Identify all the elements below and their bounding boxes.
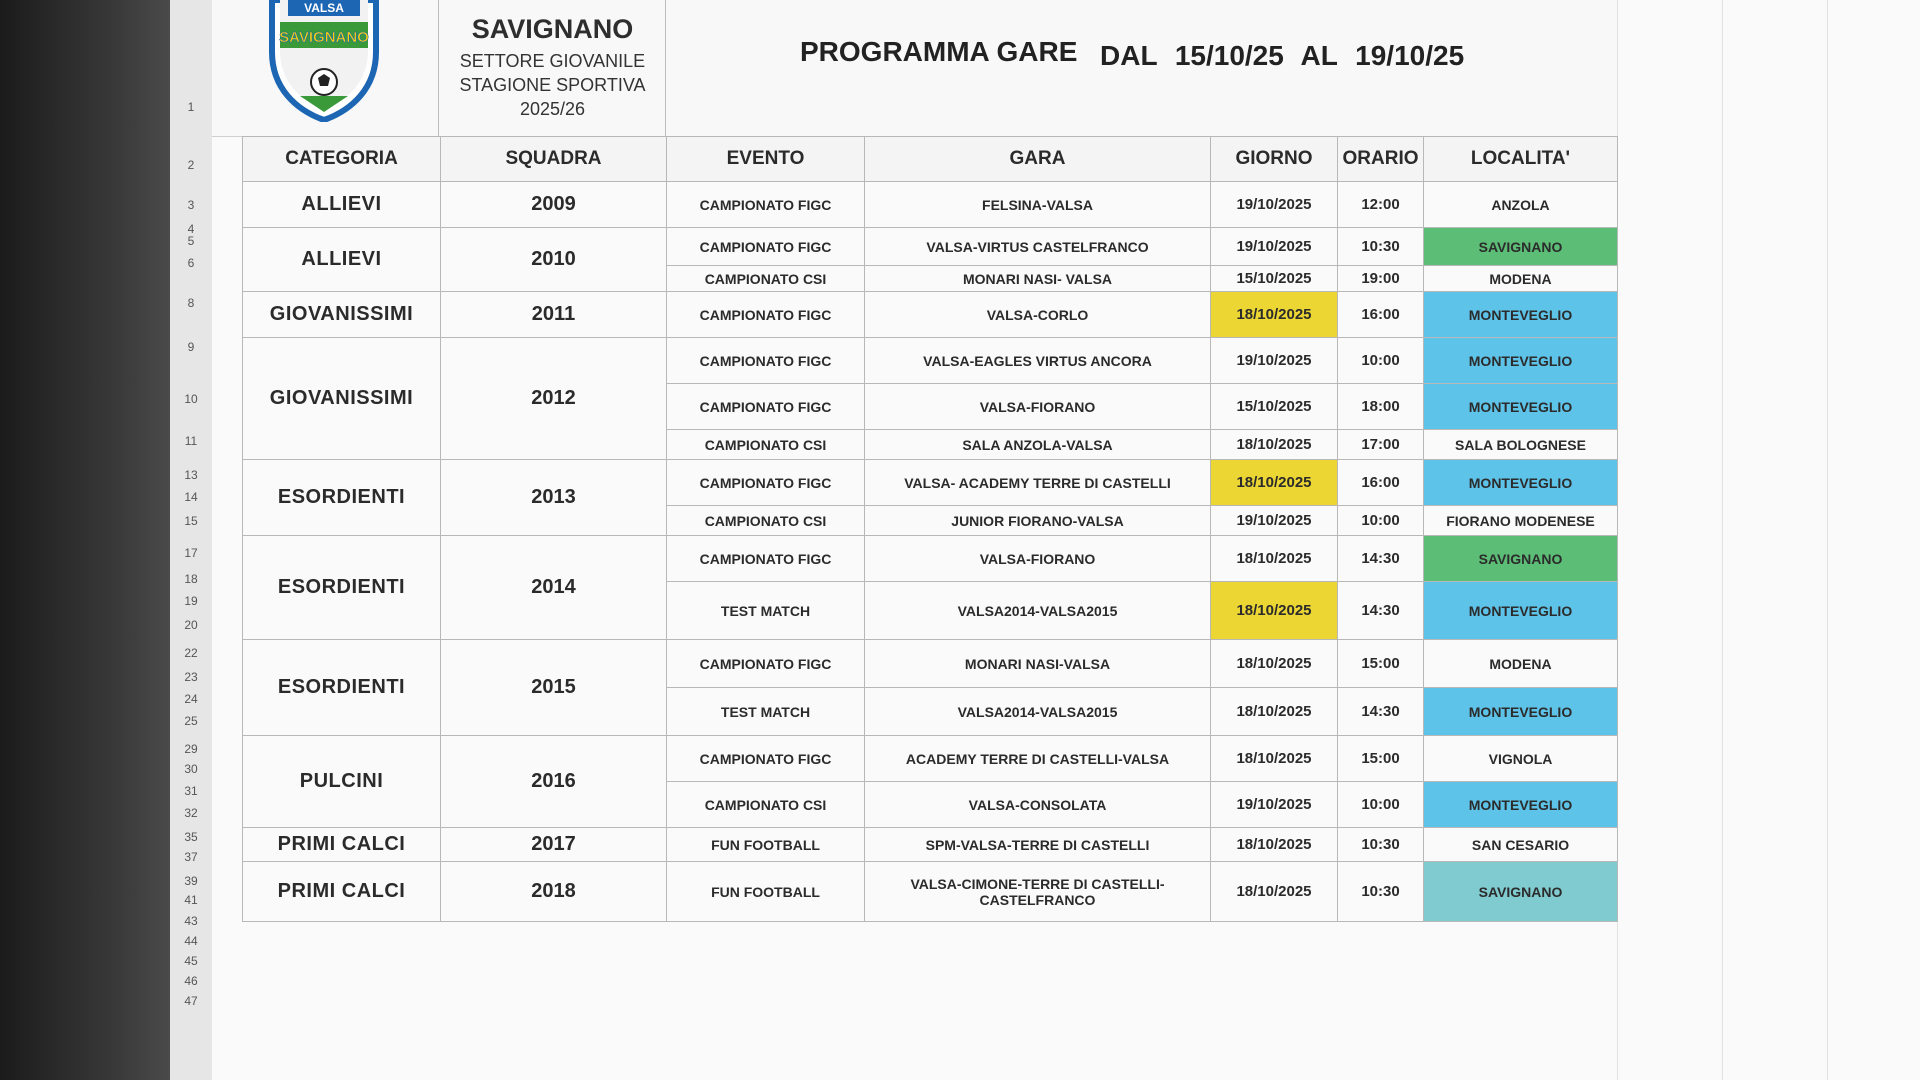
localita-cell[interactable]: MONTEVEGLIO bbox=[1424, 688, 1618, 736]
row-number[interactable]: 13 bbox=[184, 468, 198, 482]
row-number[interactable]: 2 bbox=[187, 158, 195, 172]
squadra-cell[interactable]: 2012 bbox=[441, 338, 667, 460]
giorno-cell[interactable]: 18/10/2025 bbox=[1211, 460, 1338, 506]
gara-cell[interactable]: VALSA-CONSOLATA bbox=[865, 782, 1211, 828]
giorno-cell[interactable]: 18/10/2025 bbox=[1211, 828, 1338, 862]
row-number[interactable]: 23 bbox=[184, 670, 198, 684]
row-number[interactable]: 37 bbox=[184, 850, 198, 864]
svg-text:VALSA: VALSA bbox=[304, 1, 344, 15]
row-number[interactable]: 47 bbox=[184, 994, 198, 1008]
table-body bbox=[243, 182, 1618, 922]
orario-cell[interactable]: 15:00 bbox=[1338, 736, 1424, 782]
monitor-bezel bbox=[0, 0, 170, 1080]
row-headers bbox=[170, 0, 213, 1080]
row-number[interactable]: 29 bbox=[184, 742, 198, 756]
gara-cell[interactable]: FELSINA-VALSA bbox=[865, 182, 1211, 228]
row-number[interactable]: 3 bbox=[187, 198, 195, 212]
giorno-cell[interactable]: 18/10/2025 bbox=[1211, 292, 1338, 338]
row-number[interactable]: 31 bbox=[184, 784, 198, 798]
row-number[interactable]: 8 bbox=[187, 296, 195, 310]
giorno-cell[interactable]: 19/10/2025 bbox=[1211, 182, 1338, 228]
orario-cell[interactable]: 14:30 bbox=[1338, 582, 1424, 640]
club-title-block bbox=[440, 14, 665, 121]
evento-cell[interactable]: TEST MATCH bbox=[667, 582, 865, 640]
giorno-cell[interactable]: 18/10/2025 bbox=[1211, 536, 1338, 582]
evento-cell[interactable]: CAMPIONATO FIGC bbox=[667, 640, 865, 688]
gara-cell[interactable]: VALSA- ACADEMY TERRE DI CASTELLI bbox=[865, 460, 1211, 506]
squadra-cell[interactable]: 2010 bbox=[441, 228, 667, 292]
orario-cell[interactable]: 14:30 bbox=[1338, 536, 1424, 582]
categoria-cell[interactable]: ESORDIENTI bbox=[243, 536, 441, 640]
row-number[interactable]: 43 bbox=[184, 914, 198, 928]
gara-cell[interactable]: VALSA-VIRTUS CASTELFRANCO bbox=[865, 228, 1211, 266]
localita-cell[interactable]: MONTEVEGLIO bbox=[1424, 582, 1618, 640]
row-number[interactable]: 17 bbox=[184, 546, 198, 560]
table-row bbox=[243, 536, 1618, 582]
orario-cell[interactable]: 19:00 bbox=[1338, 266, 1424, 292]
row-number[interactable]: 39 bbox=[184, 874, 198, 888]
giorno-cell[interactable]: 18/10/2025 bbox=[1211, 688, 1338, 736]
giorno-cell[interactable]: 19/10/2025 bbox=[1211, 228, 1338, 266]
row-number[interactable]: 4 bbox=[187, 222, 195, 236]
evento-cell[interactable]: CAMPIONATO FIGC bbox=[667, 182, 865, 228]
row-number[interactable]: 46 bbox=[184, 974, 198, 988]
row-number[interactable]: 25 bbox=[184, 714, 198, 728]
orario-cell[interactable]: 18:00 bbox=[1338, 384, 1424, 430]
column-header-gara[interactable]: GARA bbox=[865, 137, 1211, 182]
evento-cell[interactable]: CAMPIONATO CSI bbox=[667, 266, 865, 292]
giorno-cell[interactable]: 18/10/2025 bbox=[1211, 640, 1338, 688]
gara-cell[interactable]: VALSA-CORLO bbox=[865, 292, 1211, 338]
row-number[interactable]: 19 bbox=[184, 594, 198, 608]
orario-cell[interactable]: 10:00 bbox=[1338, 506, 1424, 536]
localita-cell[interactable]: MONTEVEGLIO bbox=[1424, 384, 1618, 430]
row-number[interactable]: 18 bbox=[184, 572, 198, 586]
gara-cell[interactable]: ACADEMY TERRE DI CASTELLI-VALSA bbox=[865, 736, 1211, 782]
table-row bbox=[243, 460, 1618, 506]
row-number[interactable]: 15 bbox=[184, 514, 198, 528]
evento-cell[interactable]: FUN FOOTBALL bbox=[667, 862, 865, 922]
gara-cell[interactable]: MONARI NASI- VALSA bbox=[865, 266, 1211, 292]
program-table bbox=[242, 136, 1618, 922]
table-header-row bbox=[243, 137, 1618, 182]
row-number[interactable]: 1 bbox=[187, 100, 195, 114]
gara-cell[interactable]: VALSA2014-VALSA2015 bbox=[865, 688, 1211, 736]
table-row bbox=[243, 292, 1618, 338]
row-number[interactable]: 30 bbox=[184, 762, 198, 776]
row-number[interactable]: 45 bbox=[184, 954, 198, 968]
row-number[interactable]: 41 bbox=[184, 893, 198, 907]
table-row bbox=[243, 862, 1618, 922]
categoria-cell[interactable]: PULCINI bbox=[243, 736, 441, 828]
evento-cell[interactable]: CAMPIONATO FIGC bbox=[667, 460, 865, 506]
evento-cell[interactable]: CAMPIONATO FIGC bbox=[667, 384, 865, 430]
table-row bbox=[243, 182, 1618, 228]
row-number[interactable]: 10 bbox=[184, 392, 198, 406]
localita-cell[interactable]: MONTEVEGLIO bbox=[1424, 292, 1618, 338]
gara-cell[interactable]: JUNIOR FIORANO-VALSA bbox=[865, 506, 1211, 536]
evento-cell[interactable]: CAMPIONATO FIGC bbox=[667, 536, 865, 582]
evento-cell[interactable]: CAMPIONATO CSI bbox=[667, 430, 865, 460]
localita-cell[interactable]: MONTEVEGLIO bbox=[1424, 338, 1618, 384]
club-subtitle-line: STAGIONE SPORTIVA bbox=[459, 75, 646, 95]
gara-cell[interactable]: MONARI NASI-VALSA bbox=[865, 640, 1211, 688]
grid-line bbox=[1827, 0, 1828, 1080]
row-number[interactable]: 32 bbox=[184, 806, 198, 820]
grid-line bbox=[1722, 0, 1723, 1080]
evento-cell[interactable]: FUN FOOTBALL bbox=[667, 828, 865, 862]
categoria-cell[interactable]: ALLIEVI bbox=[243, 182, 441, 228]
localita-cell[interactable]: VIGNOLA bbox=[1424, 736, 1618, 782]
categoria-cell[interactable]: ALLIEVI bbox=[243, 228, 441, 292]
orario-cell[interactable]: 16:00 bbox=[1338, 292, 1424, 338]
orario-cell[interactable]: 10:30 bbox=[1338, 828, 1424, 862]
squadra-cell[interactable]: 2017 bbox=[441, 828, 667, 862]
column-header-orario[interactable]: ORARIO bbox=[1338, 137, 1424, 182]
table-row bbox=[243, 828, 1618, 862]
localita-cell[interactable]: SALA BOLOGNESE bbox=[1424, 430, 1618, 460]
gara-cell[interactable]: VALSA2014-VALSA2015 bbox=[865, 582, 1211, 640]
orario-cell[interactable]: 12:00 bbox=[1338, 182, 1424, 228]
giorno-cell[interactable]: 15/10/2025 bbox=[1211, 384, 1338, 430]
orario-cell[interactable]: 14:30 bbox=[1338, 688, 1424, 736]
giorno-cell[interactable]: 18/10/2025 bbox=[1211, 736, 1338, 782]
row-number[interactable]: 22 bbox=[184, 646, 198, 660]
gara-cell[interactable]: VALSA-FIORANO bbox=[865, 384, 1211, 430]
localita-cell[interactable]: SAVIGNANO bbox=[1424, 862, 1618, 922]
evento-cell[interactable]: CAMPIONATO FIGC bbox=[667, 292, 865, 338]
squadra-cell[interactable]: 2013 bbox=[441, 460, 667, 536]
orario-cell[interactable]: 16:00 bbox=[1338, 460, 1424, 506]
categoria-cell[interactable]: GIOVANISSIMI bbox=[243, 292, 441, 338]
squadra-cell[interactable]: 2009 bbox=[441, 182, 667, 228]
orario-cell[interactable]: 10:30 bbox=[1338, 862, 1424, 922]
row-number[interactable]: 20 bbox=[184, 618, 198, 632]
row-number[interactable]: 5 bbox=[187, 234, 195, 248]
squadra-cell[interactable]: 2011 bbox=[441, 292, 667, 338]
date-range: DAL 15/10/25 AL 19/10/25 bbox=[1100, 40, 1465, 71]
evento-cell[interactable]: CAMPIONATO FIGC bbox=[667, 228, 865, 266]
squadra-cell[interactable]: 2016 bbox=[441, 736, 667, 828]
orario-cell[interactable]: 17:00 bbox=[1338, 430, 1424, 460]
row-number[interactable]: 9 bbox=[187, 340, 195, 354]
gara-cell[interactable]: VALSA-FIORANO bbox=[865, 536, 1211, 582]
gara-cell[interactable]: VALSA-EAGLES VIRTUS ANCORA bbox=[865, 338, 1211, 384]
column-header-giorno[interactable]: GIORNO bbox=[1211, 137, 1338, 182]
giorno-cell[interactable]: 18/10/2025 bbox=[1211, 430, 1338, 460]
evento-cell[interactable]: CAMPIONATO FIGC bbox=[667, 736, 865, 782]
gara-cell[interactable]: SPM-VALSA-TERRE DI CASTELLI bbox=[865, 828, 1211, 862]
giorno-cell[interactable]: 18/10/2025 bbox=[1211, 582, 1338, 640]
column-header-localita[interactable]: LOCALITA' bbox=[1424, 137, 1618, 182]
localita-cell[interactable]: MONTEVEGLIO bbox=[1424, 460, 1618, 506]
evento-cell[interactable]: CAMPIONATO FIGC bbox=[667, 338, 865, 384]
row-number[interactable]: 44 bbox=[184, 934, 198, 948]
squadra-cell[interactable]: 2018 bbox=[441, 862, 667, 922]
localita-cell[interactable]: FIORANO MODENESE bbox=[1424, 506, 1618, 536]
orario-cell[interactable]: 10:00 bbox=[1338, 782, 1424, 828]
categoria-cell[interactable]: PRIMI CALCI bbox=[243, 862, 441, 922]
giorno-cell[interactable]: 19/10/2025 bbox=[1211, 338, 1338, 384]
giorno-cell[interactable]: 19/10/2025 bbox=[1211, 782, 1338, 828]
table-row bbox=[243, 228, 1618, 266]
localita-cell[interactable]: SAVIGNANO bbox=[1424, 228, 1618, 266]
giorno-cell[interactable]: 18/10/2025 bbox=[1211, 862, 1338, 922]
row-number[interactable]: 6 bbox=[187, 256, 195, 270]
header-divider bbox=[665, 0, 666, 136]
localita-cell[interactable]: SAVIGNANO bbox=[1424, 536, 1618, 582]
table-row bbox=[243, 640, 1618, 688]
column-header-categoria[interactable]: CATEGORIA bbox=[243, 137, 441, 182]
gara-cell[interactable]: SALA ANZOLA-VALSA bbox=[865, 430, 1211, 460]
giorno-cell[interactable]: 19/10/2025 bbox=[1211, 506, 1338, 536]
row-number[interactable]: 35 bbox=[184, 830, 198, 844]
orario-cell[interactable]: 10:00 bbox=[1338, 338, 1424, 384]
program-title: PROGRAMMA GARE bbox=[800, 36, 1078, 67]
categoria-cell[interactable]: PRIMI CALCI bbox=[243, 828, 441, 862]
row-number[interactable]: 24 bbox=[184, 692, 198, 706]
categoria-cell[interactable]: ESORDIENTI bbox=[243, 460, 441, 536]
localita-cell[interactable]: MODENA bbox=[1424, 640, 1618, 688]
svg-text:SAVIGNANO: SAVIGNANO bbox=[279, 29, 369, 46]
table-row bbox=[243, 338, 1618, 384]
gara-cell[interactable]: VALSA-CIMONE-TERRE DI CASTELLI-CASTELFRANCO bbox=[865, 862, 1211, 922]
row-number[interactable]: 11 bbox=[184, 434, 198, 448]
evento-cell[interactable]: CAMPIONATO CSI bbox=[667, 782, 865, 828]
localita-cell[interactable]: MODENA bbox=[1424, 266, 1618, 292]
categoria-cell[interactable]: ESORDIENTI bbox=[243, 640, 441, 736]
table-row bbox=[243, 736, 1618, 782]
orario-cell[interactable]: 10:30 bbox=[1338, 228, 1424, 266]
localita-cell[interactable]: SAN CESARIO bbox=[1424, 828, 1618, 862]
giorno-cell[interactable]: 15/10/2025 bbox=[1211, 266, 1338, 292]
club-season: 2025/26 bbox=[519, 99, 586, 119]
club-logo-icon bbox=[264, 0, 384, 122]
column-header-evento[interactable]: EVENTO bbox=[667, 137, 865, 182]
column-header-squadra[interactable]: SQUADRA bbox=[441, 137, 667, 182]
localita-cell[interactable]: MONTEVEGLIO bbox=[1424, 782, 1618, 828]
club-name: SAVIGNANO bbox=[471, 14, 634, 44]
categoria-cell[interactable]: GIOVANISSIMI bbox=[243, 338, 441, 460]
row-number[interactable]: 14 bbox=[184, 490, 198, 504]
squadra-cell[interactable]: 2015 bbox=[441, 640, 667, 736]
evento-cell[interactable]: TEST MATCH bbox=[667, 688, 865, 736]
localita-cell[interactable]: ANZOLA bbox=[1424, 182, 1618, 228]
orario-cell[interactable]: 15:00 bbox=[1338, 640, 1424, 688]
club-subtitle-line: SETTORE GIOVANILE bbox=[459, 51, 646, 71]
squadra-cell[interactable]: 2014 bbox=[441, 536, 667, 640]
evento-cell[interactable]: CAMPIONATO CSI bbox=[667, 506, 865, 536]
header-divider bbox=[438, 0, 439, 136]
